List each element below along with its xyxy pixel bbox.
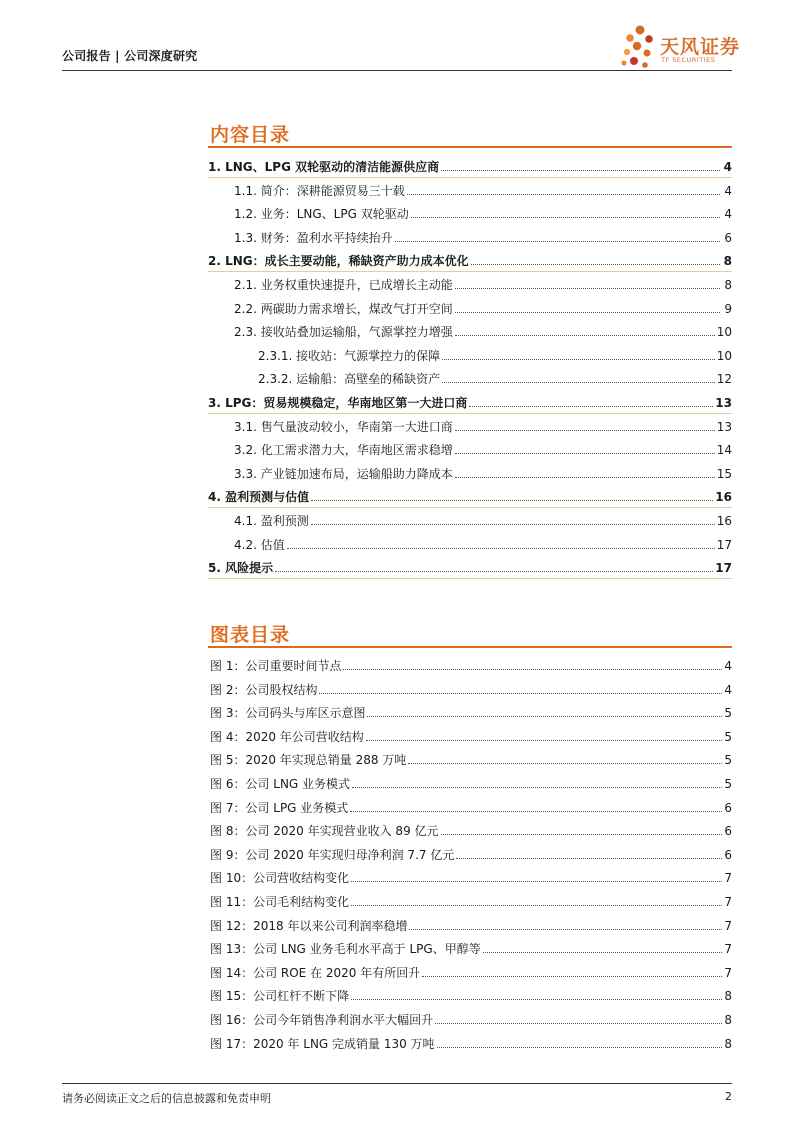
footer-disclaimer: 请务必阅读正文之后的信息披露和免责申明 — [62, 1092, 271, 1105]
dot-leader — [352, 787, 722, 788]
toc-entry[interactable] — [208, 268, 732, 292]
dot-leader — [455, 430, 715, 431]
dot-leader — [351, 905, 722, 906]
dot-leader — [455, 453, 715, 454]
toc-entry[interactable] — [208, 221, 732, 245]
toc-entry-label: 1.2. 业务：LNG、LPG 双轮驱动 — [234, 207, 409, 222]
dot-leader — [455, 477, 715, 478]
toc-entry-label: 1.3. 财务：盈利水平持续抬升 — [234, 230, 393, 245]
figure-entry[interactable] — [208, 1027, 732, 1051]
toc-entry-page: 13 — [715, 396, 732, 410]
figure-entry-label: 图 5：2020 年实现总销量 288 万吨 — [210, 753, 407, 768]
figure-entry[interactable] — [208, 932, 732, 956]
figure-entry[interactable] — [208, 720, 732, 744]
dot-leader — [275, 571, 713, 572]
dot-leader — [422, 976, 722, 977]
toc-entry[interactable] — [208, 410, 732, 434]
figure-entry[interactable] — [208, 956, 732, 980]
figure-entry-page: 8 — [724, 989, 732, 1004]
toc-entry-page: 13 — [716, 419, 732, 434]
toc-entry-label: 1.1. 简介：深耕能源贸易三十载 — [234, 183, 405, 198]
dot-leader — [441, 834, 723, 835]
figure-entry-page: 7 — [724, 871, 732, 886]
toc-entry[interactable] — [208, 315, 732, 339]
figure-entry-label: 图 15：公司杠杆不断下降 — [210, 989, 350, 1004]
toc-entry-page: 16 — [715, 490, 732, 505]
toc-section-divider — [208, 578, 732, 579]
toc-title-rule — [208, 146, 732, 148]
figure-entry-page: 6 — [724, 800, 732, 815]
toc-entry-label: 1. LNG、LPG 双轮驱动的清洁能源供应商 — [208, 160, 440, 174]
figure-entry-page: 6 — [724, 847, 732, 862]
figure-entry-page: 6 — [724, 824, 732, 839]
figure-entry-label: 图 1：公司重要时间节点 — [210, 659, 342, 673]
toc-entry-page: 17 — [716, 537, 732, 552]
figure-entry-label: 图 17：2020 年 LNG 完成销量 130 万吨 — [210, 1036, 435, 1051]
figure-entry-label: 图 3：公司码头与库区示意图 — [210, 706, 366, 721]
figure-entry-page: 8 — [724, 1013, 732, 1027]
figure-entry-label: 图 8：公司 2020 年实现营业收入 89 亿元 — [210, 824, 439, 839]
toc-entry-label: 2.3.2. 运输船：高壁垒的稀缺资产 — [258, 372, 441, 387]
dot-leader — [435, 1023, 722, 1024]
figure-entry-page: 5 — [724, 777, 732, 791]
toc-entry[interactable] — [208, 244, 732, 268]
dot-leader — [455, 335, 715, 336]
dot-leader — [407, 194, 720, 195]
dot-leader — [351, 999, 722, 1000]
toc-entry-page: 4 — [724, 183, 732, 198]
toc-entry-label: 3.3. 产业链加速布局，运输船助力降成本 — [234, 466, 453, 481]
toc-entry[interactable] — [208, 150, 732, 174]
figure-entry-page: 8 — [724, 1036, 732, 1051]
dot-leader — [311, 500, 713, 501]
logo-name-en: TF SECURITIES — [661, 56, 716, 64]
dot-leader — [471, 264, 720, 265]
dot-leader — [442, 382, 715, 383]
dot-leader — [287, 548, 715, 549]
toc-entry-page: 8 — [724, 278, 732, 292]
toc-entry-label: 4.1. 盈利预测 — [234, 514, 309, 528]
toc-entry-label: 5. 风险提示 — [208, 561, 274, 576]
toc-entry-page: 10 — [716, 348, 732, 363]
toc-entry[interactable] — [208, 362, 732, 386]
figure-entry-page: 4 — [724, 682, 732, 697]
toc-entry[interactable] — [208, 292, 732, 316]
figure-entry-label: 图 9：公司 2020 年实现归母净利润 7.7 亿元 — [210, 847, 455, 862]
figure-entry[interactable] — [208, 767, 732, 791]
toc-entry-page: 10 — [716, 325, 732, 340]
dot-leader — [441, 170, 720, 171]
figure-entry-label: 图 14：公司 ROE 在 2020 年有所回升 — [210, 965, 421, 980]
logo-mark-icon — [620, 24, 660, 70]
toc-entry-page: 4 — [723, 160, 732, 174]
toc-entry-page: 9 — [724, 301, 732, 316]
toc-entry-label: 4. 盈利预测与估值 — [208, 490, 310, 505]
dot-leader — [442, 359, 715, 360]
toc-entry-label: 3. LPG：贸易规模稳定，华南地区第一大进口商 — [208, 396, 468, 410]
figure-entry[interactable] — [208, 979, 732, 1003]
tf-securities-logo — [620, 24, 741, 70]
dot-leader — [395, 241, 720, 242]
toc-title: 内容目录 — [210, 124, 291, 146]
figure-entry-page: 5 — [724, 729, 732, 744]
dot-leader — [456, 858, 722, 859]
toc-entry[interactable] — [208, 433, 732, 457]
toc-entry[interactable] — [208, 480, 732, 504]
figure-entry-label: 图 7：公司 LPG 业务模式 — [210, 800, 349, 815]
figures-title-rule — [208, 646, 732, 648]
figure-entry[interactable] — [208, 791, 732, 815]
toc-entry-page: 4 — [724, 207, 732, 222]
figure-entry[interactable] — [208, 909, 732, 933]
figure-entry-label: 图 13：公司 LNG 业务毛利水平高于 LPG、甲醇等 — [210, 942, 481, 957]
figure-entry[interactable] — [208, 1003, 732, 1027]
dot-leader — [366, 740, 723, 741]
figure-entry-label: 图 10：公司营收结构变化 — [210, 871, 350, 886]
figure-entry-label: 图 12：2018 年以来公司利润率稳增 — [210, 918, 408, 933]
toc-entry-label: 2.3.1. 接收站：气源掌控力的保障 — [258, 348, 441, 363]
figure-entry-page: 7 — [724, 942, 732, 957]
toc-entry-page: 17 — [715, 561, 732, 576]
page-number: 2 — [725, 1090, 732, 1103]
toc-entry[interactable] — [208, 339, 732, 363]
logo-name-cn: 天风证券 — [660, 36, 741, 58]
dot-leader — [343, 669, 722, 670]
toc-entry[interactable] — [208, 174, 732, 198]
toc-entry[interactable] — [208, 457, 732, 481]
figure-entry[interactable] — [208, 649, 732, 673]
figure-entry-page: 5 — [724, 753, 732, 768]
figure-entry[interactable] — [208, 814, 732, 838]
figure-entry[interactable] — [208, 743, 732, 767]
dot-leader — [351, 881, 722, 882]
footer-divider — [62, 1083, 732, 1084]
figure-entry[interactable] — [208, 838, 732, 862]
figure-entry-label: 图 16：公司今年销售净利润水平大幅回升 — [210, 1013, 434, 1027]
figure-entry[interactable] — [208, 861, 732, 885]
toc-entry[interactable] — [208, 504, 732, 528]
toc-entry-page: 6 — [724, 230, 732, 245]
toc-entry-page: 15 — [716, 466, 732, 481]
toc-entry[interactable] — [208, 197, 732, 221]
header-divider — [62, 70, 732, 71]
toc-entry-page: 16 — [716, 514, 732, 528]
toc-entry[interactable] — [208, 551, 732, 575]
toc-entry-label: 2.3. 接收站叠加运输船，气源掌控力增强 — [234, 325, 453, 340]
dot-leader — [409, 929, 722, 930]
figures-title: 图表目录 — [210, 624, 291, 646]
dot-leader — [455, 288, 720, 289]
toc-entry[interactable] — [208, 528, 732, 552]
toc-entry-label: 2.2. 两碳助力需求增长，煤改气打开空间 — [234, 301, 453, 316]
toc-entry-label: 3.1. 售气量波动较小，华南第一大进口商 — [234, 419, 453, 434]
figure-entry[interactable] — [208, 673, 732, 697]
dot-leader — [319, 693, 722, 694]
figure-entry-label: 图 2：公司股权结构 — [210, 682, 318, 697]
figure-entry-page: 5 — [724, 706, 732, 721]
toc-entry-page: 8 — [723, 254, 732, 269]
dot-leader — [367, 716, 722, 717]
figure-entry-page: 7 — [724, 918, 732, 933]
figure-entry-label: 图 6：公司 LNG 业务模式 — [210, 777, 351, 791]
toc-entry-page: 12 — [716, 372, 732, 387]
toc-entry-page: 14 — [716, 443, 732, 458]
dot-leader — [469, 406, 713, 407]
dot-leader — [311, 524, 715, 525]
toc-entry-label: 3.2. 化工需求潜力大，华南地区需求稳增 — [234, 443, 453, 458]
toc-entry-label: 2. LNG：成长主要动能，稀缺资产助力成本优化 — [208, 254, 469, 269]
figure-entry-page: 7 — [724, 965, 732, 980]
figure-entry-label: 图 4：2020 年公司营收结构 — [210, 729, 364, 744]
dot-leader — [408, 763, 722, 764]
figure-entry-label: 图 11：公司毛利结构变化 — [210, 895, 350, 909]
report-type-header: 公司报告 | 公司深度研究 — [62, 49, 198, 63]
toc-entry[interactable] — [208, 386, 732, 410]
figure-entry-page: 4 — [724, 659, 732, 673]
figure-entry-page: 7 — [724, 895, 732, 909]
dot-leader — [350, 811, 722, 812]
figure-entry[interactable] — [208, 885, 732, 909]
dot-leader — [455, 312, 720, 313]
dot-leader — [437, 1047, 723, 1048]
figure-entry[interactable] — [208, 696, 732, 720]
dot-leader — [411, 217, 720, 218]
dot-leader — [483, 952, 723, 953]
toc-entry-label: 2.1. 业务权重快速提升，已成增长主动能 — [234, 278, 453, 292]
toc-entry-label: 4.2. 估值 — [234, 537, 285, 552]
